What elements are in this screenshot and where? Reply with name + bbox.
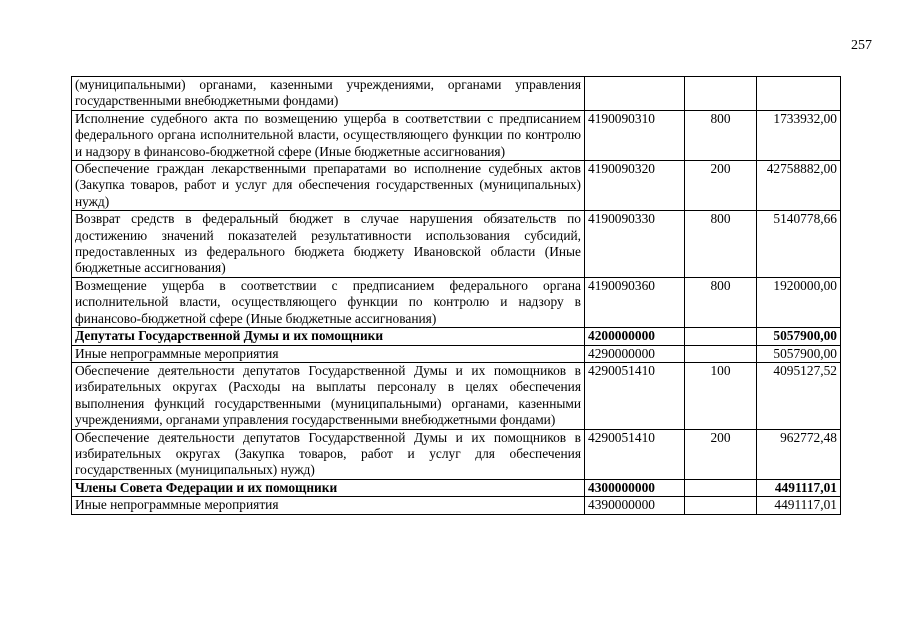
expense-type-cell bbox=[685, 345, 757, 362]
table-row bbox=[72, 345, 841, 362]
table-row bbox=[72, 429, 841, 479]
budget-table-body bbox=[72, 77, 841, 515]
amount-cell: 5057900,00 bbox=[757, 328, 841, 345]
table-row bbox=[72, 110, 841, 160]
expense-type-cell: 200 bbox=[685, 429, 757, 479]
amount-cell: 42758882,00 bbox=[757, 161, 841, 211]
page-number: 257 bbox=[851, 38, 872, 53]
target-article-cell: 4390000000 bbox=[585, 497, 685, 514]
expense-name-cell: (муниципальными) органами, казенными учреждениями, органами управления государственными внебюджетными фондами) bbox=[72, 77, 585, 111]
amount-cell: 4491117,01 bbox=[757, 479, 841, 496]
expense-type-cell bbox=[685, 328, 757, 345]
budget-table bbox=[71, 76, 841, 515]
table-row bbox=[72, 161, 841, 211]
target-article-cell: 4190090330 bbox=[585, 211, 685, 278]
amount-cell: 1733932,00 bbox=[757, 110, 841, 160]
amount-cell: 1920000,00 bbox=[757, 277, 841, 327]
expense-type-cell bbox=[685, 497, 757, 514]
amount-cell: 5057900,00 bbox=[757, 345, 841, 362]
expense-name-cell: Члены Совета Федерации и их помощники bbox=[72, 479, 585, 496]
amount-cell bbox=[757, 77, 841, 111]
expense-type-cell: 800 bbox=[685, 110, 757, 160]
expense-name-cell: Депутаты Государственной Думы и их помощники bbox=[72, 328, 585, 345]
expense-name-cell: Возврат средств в федеральный бюджет в случае нарушения обязательств по достижению значений показателей результативности использования субсидий, предоставленных из федерального бюджета бюджету Ивановской области (Иные бюджетные ассигнования) bbox=[72, 211, 585, 278]
target-article-cell: 4190090360 bbox=[585, 277, 685, 327]
amount-cell: 962772,48 bbox=[757, 429, 841, 479]
expense-name-cell: Иные непрограммные мероприятия bbox=[72, 497, 585, 514]
expense-type-cell: 200 bbox=[685, 161, 757, 211]
target-article-cell: 4190090310 bbox=[585, 110, 685, 160]
expense-name-cell: Обеспечение граждан лекарственными препаратами во исполнение судебных актов (Закупка товаров, работ и услуг для обеспечения государственных (муниципальных) нужд) bbox=[72, 161, 585, 211]
expense-name-cell: Обеспечение деятельности депутатов Государственной Думы и их помощников в избирательных округах (Закупка товаров, работ и услуг для обеспечения государственных (муниципальных) нужд) bbox=[72, 429, 585, 479]
amount-cell: 4491117,01 bbox=[757, 497, 841, 514]
target-article-cell: 4290051410 bbox=[585, 429, 685, 479]
target-article-cell bbox=[585, 77, 685, 111]
target-article-cell: 4190090320 bbox=[585, 161, 685, 211]
expense-type-cell: 800 bbox=[685, 277, 757, 327]
target-article-cell: 4200000000 bbox=[585, 328, 685, 345]
expense-type-cell: 100 bbox=[685, 362, 757, 429]
expense-name-cell: Возмещение ущерба в соответствии с предписанием федерального органа исполнительной власти, осуществляющего функции по контролю и надзору в финансово-бюджетной сфере (Иные бюджетные ассигнования) bbox=[72, 277, 585, 327]
table-row bbox=[72, 77, 841, 111]
table-row bbox=[72, 497, 841, 514]
table-row bbox=[72, 277, 841, 327]
expense-name-cell: Исполнение судебного акта по возмещению ущерба в соответствии с предписанием федерального органа исполнительной власти, осуществляющего функции по контролю и надзору в финансово-бюджетной сфере (Иные бюджетные ассигнования) bbox=[72, 110, 585, 160]
table-row bbox=[72, 362, 841, 429]
expense-name-cell: Обеспечение деятельности депутатов Государственной Думы и их помощников в избирательных округах (Расходы на выплаты персоналу в целях обеспечения выполнения функций государственными (муниципальными) органами, казенными учреждениями, органами управления государственными внебюджетными фондами) bbox=[72, 362, 585, 429]
amount-cell: 4095127,52 bbox=[757, 362, 841, 429]
target-article-cell: 4290000000 bbox=[585, 345, 685, 362]
expense-type-cell: 800 bbox=[685, 211, 757, 278]
amount-cell: 5140778,66 bbox=[757, 211, 841, 278]
expense-name-cell: Иные непрограммные мероприятия bbox=[72, 345, 585, 362]
expense-type-cell bbox=[685, 479, 757, 496]
table-row bbox=[72, 211, 841, 278]
target-article-cell: 4290051410 bbox=[585, 362, 685, 429]
target-article-cell: 4300000000 bbox=[585, 479, 685, 496]
table-section-row bbox=[72, 328, 841, 345]
expense-type-cell bbox=[685, 77, 757, 111]
table-section-row bbox=[72, 479, 841, 496]
